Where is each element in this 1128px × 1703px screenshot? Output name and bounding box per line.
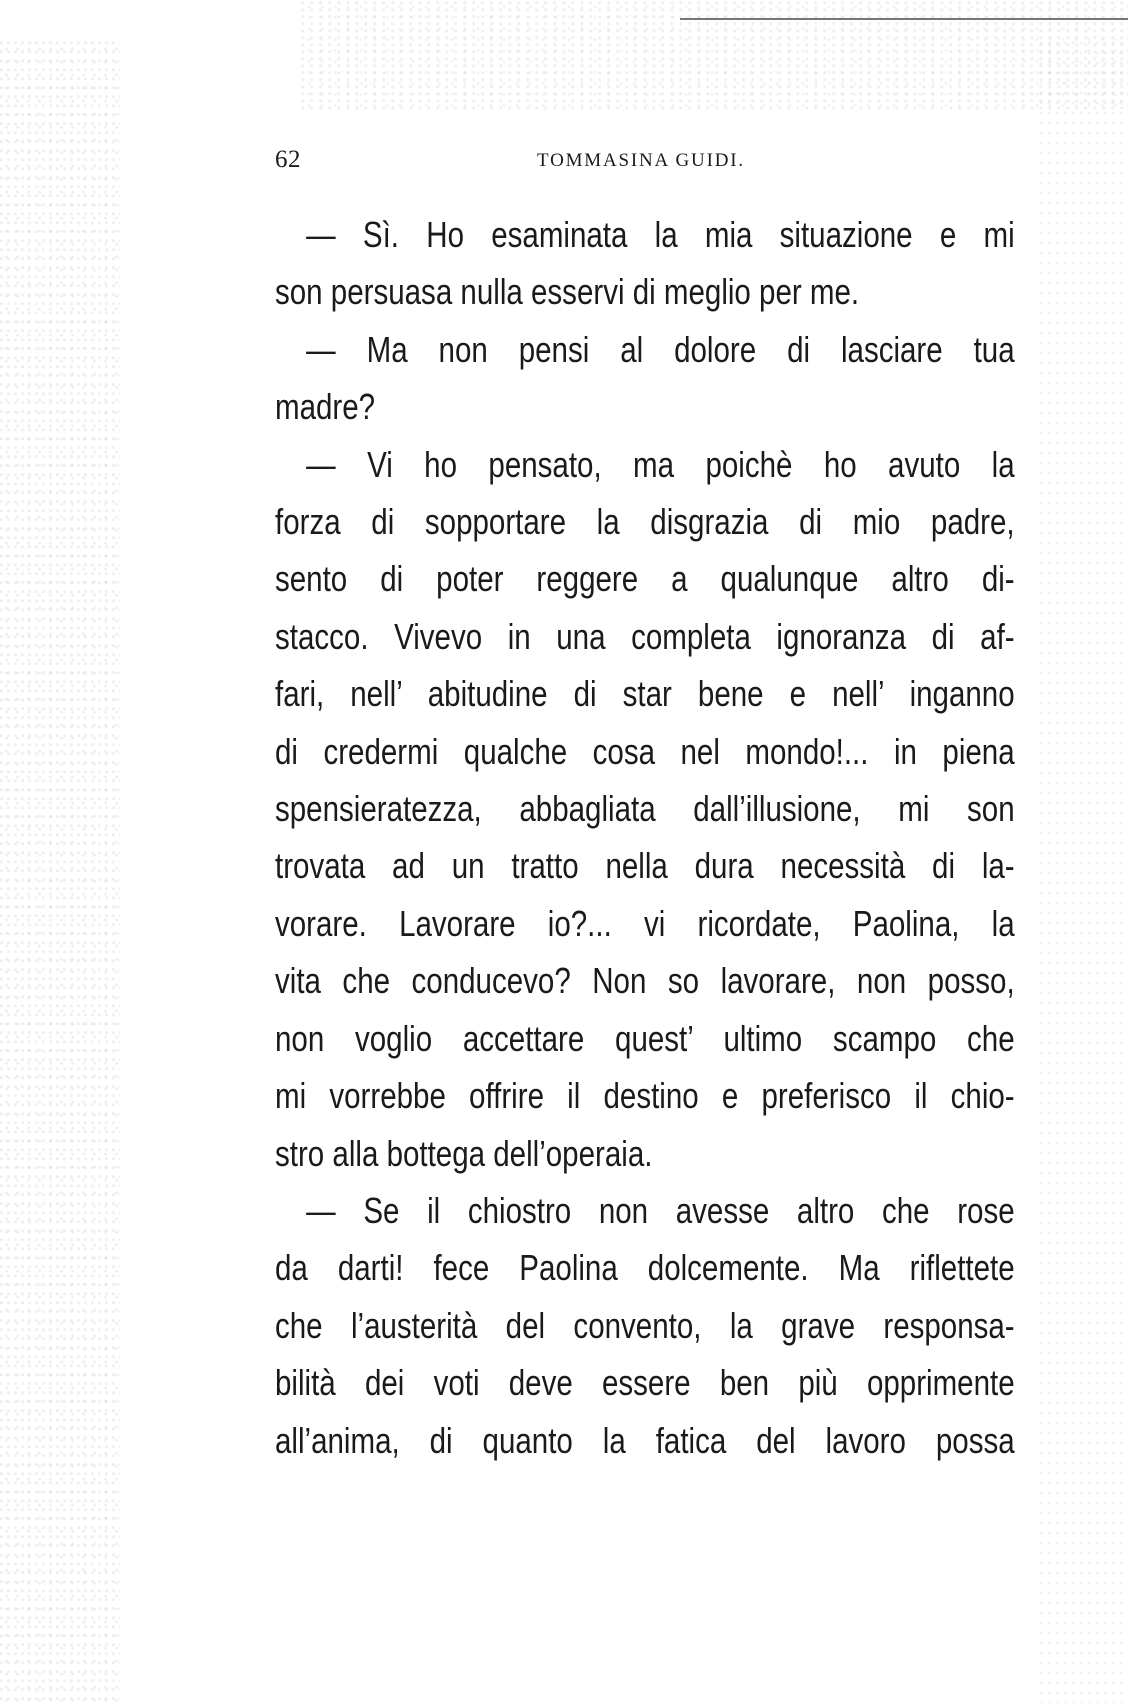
text-line: — Vi ho pensato, ma poichè ho avuto la: [306, 443, 1015, 485]
scan-noise-right: [1038, 40, 1128, 1703]
text-line: non voglio accettare quest’ ultimo scampo che: [275, 1017, 1015, 1059]
text-line: — Se il chiostro non avesse altro che rose: [306, 1189, 1015, 1231]
text-line: trovata ad un tratto nella dura necessità di la-: [275, 845, 1015, 887]
text-line: forza di sopportare la disgrazia di mio padre,: [275, 501, 1015, 543]
text-line: fari, nell’ abitudine di star bene e nell’ inganno: [275, 673, 1015, 715]
text-line: che l’austerità del convento, la grave responsa-: [275, 1304, 1015, 1346]
scan-noise-left: [0, 40, 120, 1703]
text-line: son persuasa nulla esservi di meglio per me.: [275, 271, 860, 313]
scan-edge-line: [680, 18, 1128, 20]
text-line: spensieratezza, abbagliata dall’illusione, mi son: [275, 788, 1015, 830]
text-line: vorare. Lavorare io?... vi ricordate, Paolina, la: [275, 902, 1015, 944]
text-line: stacco. Vivevo in una completa ignoranza di af-: [275, 615, 1015, 657]
body-text: [275, 206, 1015, 1469]
text-line: madre?: [275, 386, 376, 428]
text-line: — Ma non pensi al dolore di lasciare tua: [306, 328, 1015, 370]
page-number: 62: [275, 146, 301, 173]
text-line: sento di poter reggere a qualunque altro di-: [275, 558, 1015, 600]
text-line: stro alla bottega dell’operaia.: [275, 1132, 653, 1174]
page-header: [275, 146, 1015, 176]
running-title: TOMMASINA GUIDI.: [537, 150, 745, 171]
text-line: bilità dei voti deve essere ben più opprimente: [275, 1362, 1015, 1404]
text-line: — Sì. Ho esaminata la mia situazione e mi: [306, 214, 1015, 255]
text-line: all’anima, di quanto la fatica del lavoro possa: [275, 1419, 1015, 1461]
text-line: di credermi qualche cosa nel mondo!... in piena: [275, 730, 1015, 772]
text-line: mi vorrebbe offrire il destino e preferisco il chio-: [275, 1075, 1015, 1117]
scan-noise-top: [300, 0, 1128, 110]
text-line: da darti! fece Paolina dolcemente. Ma riflettete: [275, 1247, 1015, 1289]
text-line: vita che conducevo? Non so lavorare, non posso,: [275, 960, 1015, 1002]
